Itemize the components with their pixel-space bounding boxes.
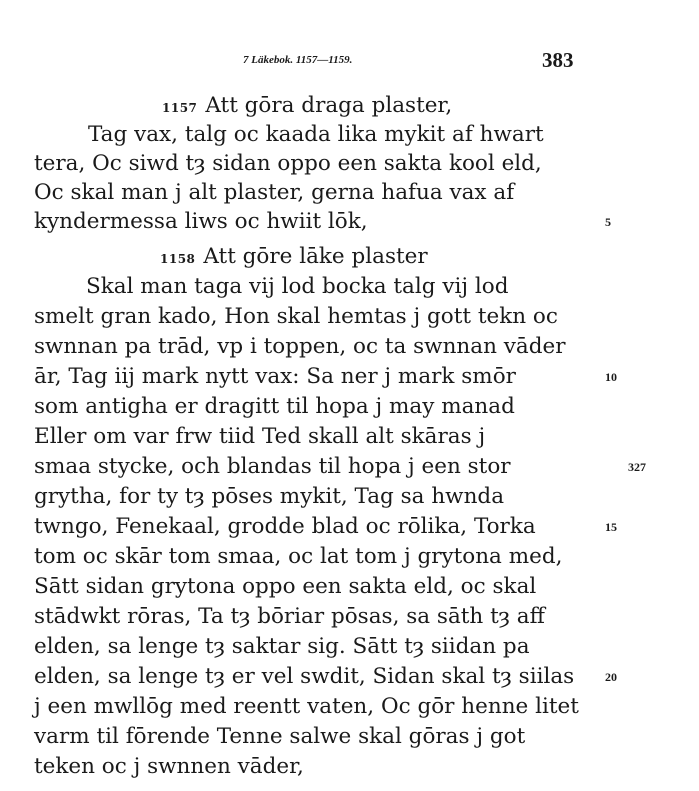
text-line: teken oc j swnnen vāder, <box>34 754 304 779</box>
text-line: Tag vax, talg oc kaada lika mykit af hwart <box>88 122 544 147</box>
text-line: twngo, Fenekaal, grodde blad oc rōlika, Torka 15 <box>34 514 617 539</box>
running-header <box>0 46 699 76</box>
text-line: Eller om var frw tiid Ted skall alt skāras j <box>34 424 486 449</box>
entry-heading-1157 <box>0 92 699 120</box>
text-line: Oc skal man j alt plaster, gerna hafua vax af <box>34 180 515 205</box>
text-line: elden, sa lenge tȝ saktar sig. Sātt tȝ siidan pa <box>34 634 530 659</box>
margin-line-number: 20 <box>605 670 617 684</box>
text-line: stādwkt rōras, Ta tȝ bōriar pōsas, sa sāth tȝ aff <box>34 604 545 629</box>
margin-line-number: 10 <box>605 370 617 384</box>
text-line: kyndermessa liws oc hwiit lōk, 5 <box>34 209 611 234</box>
entry-number: 1158 <box>160 252 196 266</box>
margin-page-number: 327 <box>628 460 646 474</box>
text-line: swnnan pa trād, vp i toppen, oc ta swnnan vāder <box>34 334 566 359</box>
page-number: 383 <box>542 48 574 72</box>
text-line: grytha, for ty tȝ pōses mykit, Tag sa hwnda <box>34 484 505 509</box>
text-line: Sātt sidan grytona oppo een sakta eld, oc skal <box>34 574 537 599</box>
margin-line-number: 15 <box>605 520 617 534</box>
text-line: tom oc skār tom smaa, oc lat tom j grytona med, <box>34 544 563 569</box>
text-line: ār, Tag iij mark nytt vax: Sa ner j mark smōr 10 <box>34 364 617 389</box>
text-line: varm til fōrende Tenne salwe skal gōras j got <box>34 724 526 749</box>
entry-title: Att gōre lāke plaster <box>203 244 428 269</box>
entry-number: 1157 <box>162 101 198 115</box>
text-line: tera, Oc siwd tȝ sidan oppo een sakta kool eld, <box>34 151 542 176</box>
text-line: smaa stycke, och blandas til hopa j een stor 327 <box>34 454 646 479</box>
margin-line-number: 5 <box>605 215 611 229</box>
text-line: som antigha er dragitt til hopa j may manad <box>34 394 515 419</box>
text-line: j een mwllōg med reentt vaten, Oc gōr henne litet <box>34 694 579 719</box>
text-line: smelt gran kado, Hon skal hemtas j gott tekn oc <box>34 304 558 329</box>
entry-heading-1158 <box>0 243 699 271</box>
running-title: 7 Läkebok. 1157—1159. <box>243 54 353 66</box>
entry-title: Att gōra draga plaster, <box>205 93 453 118</box>
text-line: elden, sa lenge tȝ er vel swdit, Sidan skal tȝ siilas 20 <box>34 664 617 689</box>
text-line: Skal man taga vij lod bocka talg vij lod <box>86 274 509 299</box>
